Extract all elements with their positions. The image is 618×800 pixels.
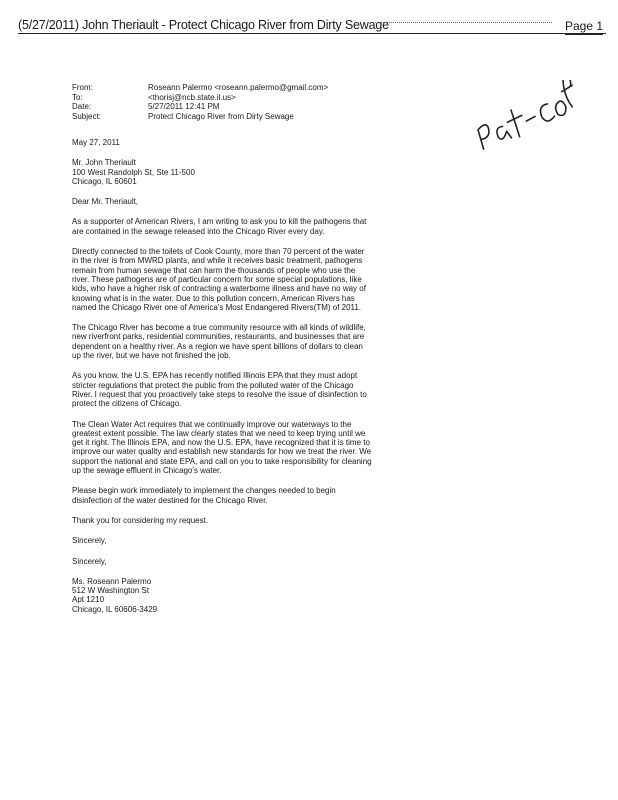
subject-label: Subject: (72, 111, 101, 121)
subject-value: Protect Chicago River from Dirty Sewage (148, 111, 294, 121)
recipient-line: Mr. John Theriault (72, 158, 136, 168)
date-label: Date: (72, 102, 92, 111)
letter-paragraph: Please begin work immediately to implement the changes needed to begin disinfection of the water destined for the Chicago River. (72, 486, 336, 505)
page-number-label: Page 1 (565, 19, 604, 33)
closing: Sincerely, (72, 536, 107, 546)
date-value: 5/27/2011 12:41 PM (148, 102, 220, 111)
recipient-line: Chicago, IL 60601 (72, 176, 137, 186)
letter-body (72, 138, 372, 614)
letter-paragraph: As a supporter of American Rivers, I am writing to ask you to kill the pathogens that are contained in the sewage released into the Chicago River every day. (72, 217, 367, 236)
document-header-title: (5/27/2011) John Theriault - Protect Chicago River from Dirty Sewage (18, 18, 389, 32)
subject-row (72, 112, 328, 122)
header-dotted-rule (372, 22, 552, 29)
recipient-line: 100 West Randolph St, Ste 11-500 (72, 167, 195, 177)
letter-paragraph: Thank you for considering my request. (72, 515, 209, 525)
closing: Sincerely, (72, 556, 107, 566)
handwritten-annotation (470, 80, 590, 160)
to-label: To: (72, 92, 83, 102)
date-row (72, 102, 328, 112)
letter-paragraph: The Chicago River has become a true community resource with all kinds of wildlife, new riverfront parks, residential communities, restaurants, and businesses that are dependent on a healthy river. As a region we have spent billions of dollars to clean up the river, but we have not finished the job. (72, 323, 366, 361)
email-header-block (72, 83, 328, 121)
from-label: From: (72, 83, 93, 92)
letter-paragraph: Directly connected to the toilets of Cook County, more than 70 percent of the water in the river is from MWRD plants, and while it receives basic treatment, pathogens remain from human sewage that can harm the thousands of people who use the river. These pathogens are of particular concern for some special populations, like kids, who have a higher risk of contracting a waterborne illness and have no way of knowing what is in the water. Due to this pollution concern, American Rivers has named the Chicago River one of America's Most Endangered Rivers(TM) of 2011. (72, 247, 366, 312)
signature-line: 512 W Washington St (72, 586, 150, 596)
from-row (72, 83, 328, 93)
letter-paragraph: The Clean Water Act requires that we continually improve our waterways to the greatest extent possible. The law clearly states that we need to keep trying until we get it right. The Illinois EPA, and now the U.S. EPA, have recognized that it is time to improve our water quality and establish new standards for how we treat the river. We support the national and state EPA, and call on you to take responsibility for cleaning up the sewage effluent in Chicago's water. (72, 419, 372, 476)
header-divider (18, 33, 606, 34)
signature-line: Chicago, IL 60606-3429 (72, 604, 158, 614)
sender-address (72, 577, 372, 614)
signature-line: Apt 1210 (72, 595, 105, 605)
to-value: <thorisj@ncb.state.il.us> (148, 92, 236, 102)
signature-line: Ms. Roseann Palermo (72, 576, 152, 586)
letter-date: May 27, 2011 (72, 138, 120, 147)
letter-paragraph: As you know, the U.S. EPA has recently notified Illinois EPA that they must adopt stricter regulations that protect the public from the polluted water of the Chicago River. I request that you proactively take steps to resolve the issue of disinfection to protect the citizens of Chicago. (72, 371, 367, 409)
recipient-address (72, 158, 372, 186)
to-row (72, 93, 328, 103)
salutation: Dear Mr. Theriault, (72, 197, 139, 207)
from-value: Roseann Palermo <roseann.palermo@gmail.com> (148, 83, 329, 92)
